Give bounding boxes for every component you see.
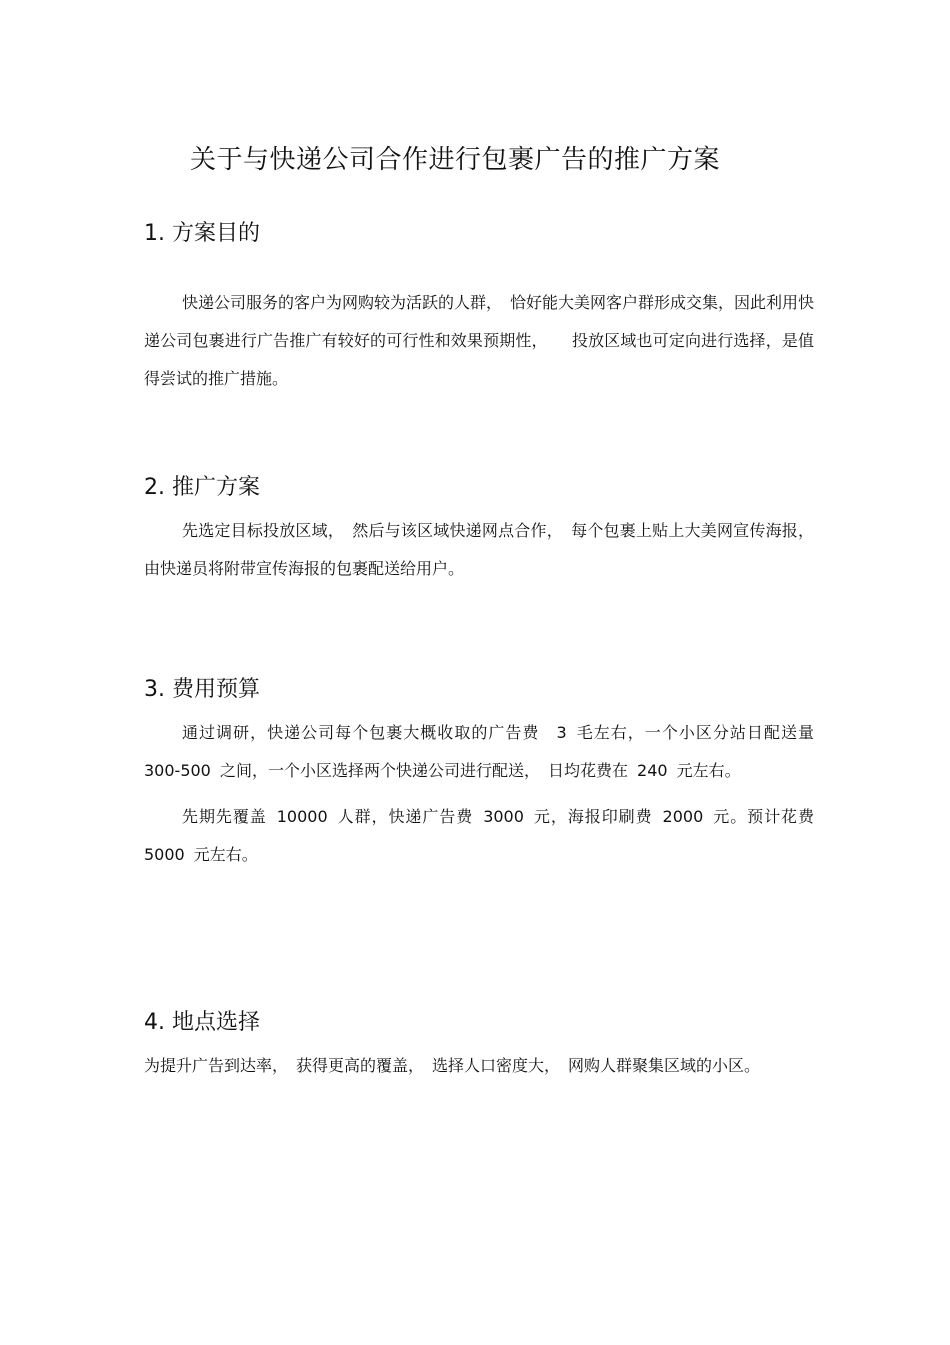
section-purpose	[144, 218, 814, 398]
section-heading: 3. 费用预算	[144, 677, 260, 702]
section-heading: 1. 方案目的	[144, 221, 260, 246]
section-location	[144, 1007, 814, 1085]
section-plan	[144, 472, 814, 588]
section-paragraph: 快递公司服务的客户为网购较为活跃的人群， 恰好能大美网客户群形成交集，因此利用快递公司包裹进行广告推广有较好的可行性和效果预期性， 投放区域也可定向进行选择，是值得尝试的推广措施。	[144, 293, 815, 388]
document-title: 关于与快递公司合作进行包裹广告的推广方案	[189, 145, 720, 175]
section-budget	[144, 674, 814, 874]
section-heading: 2. 推广方案	[144, 475, 260, 500]
section-paragraph: 先期先覆盖 10000 人群，快递广告费 3000 元，海报印刷费 2000 元。预计花费 5000 元左右。	[144, 807, 814, 864]
section-paragraph: 先选定目标投放区域， 然后与该区域快递网点合作， 每个包裹上贴上大美网宣传海报，由快递员将附带宣传海报的包裹配送给用户。	[144, 521, 814, 578]
section-paragraph: 通过调研，快递公司每个包裹大概收取的广告费 3 毛左右，一个小区分站日配送量 300-500 之间，一个小区选择两个快递公司进行配送， 日均花费在 240 元左右。	[144, 723, 814, 780]
section-paragraph: 为提升广告到达率， 获得更高的覆盖， 选择人口密度大， 网购人群聚集区域的小区。	[144, 1056, 761, 1075]
section-heading: 4. 地点选择	[144, 1010, 260, 1035]
